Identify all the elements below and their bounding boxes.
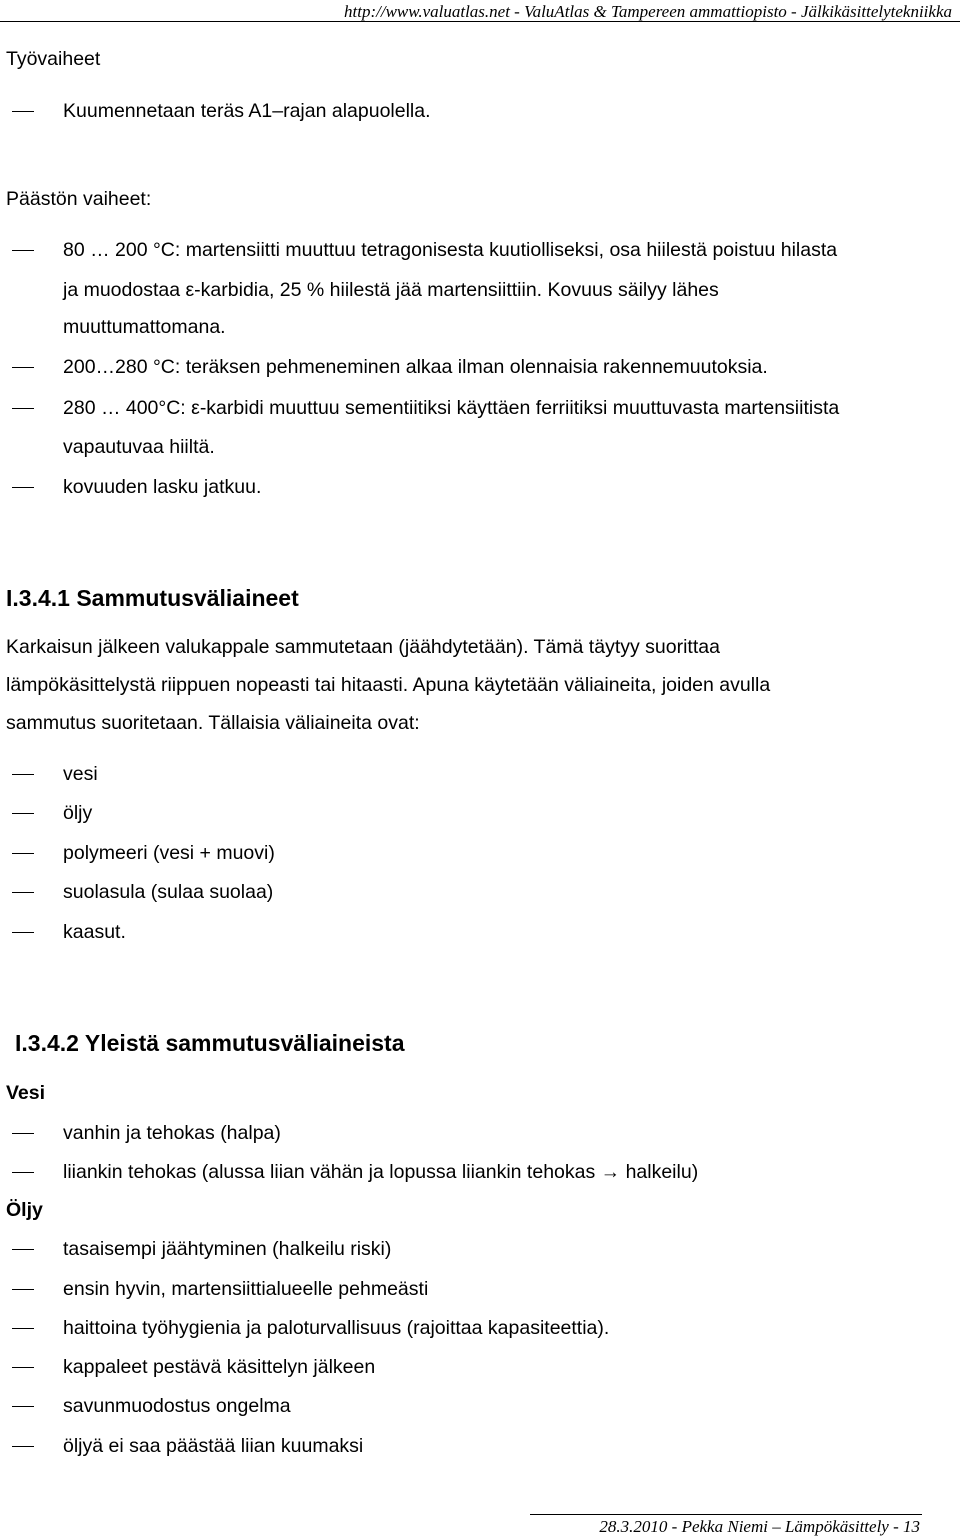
list-dash xyxy=(12,408,34,409)
list-dash xyxy=(12,1328,34,1329)
list-dash xyxy=(12,1367,34,1368)
list-dash xyxy=(12,1446,34,1447)
list-dash xyxy=(12,1172,34,1173)
list-dash xyxy=(12,250,34,251)
page-footer: 28.3.2010 - Pekka Niemi – Lämpökäsittely - 13 xyxy=(599,1517,920,1536)
section-title-tyovaiheet: Työvaiheet xyxy=(6,48,101,70)
list-item: Kuumennetaan teräs A1–rajan alapuolella. xyxy=(63,100,431,122)
list-item: tasaisempi jäähtyminen (halkeilu riski) xyxy=(63,1238,392,1260)
list-item: vanhin ja tehokas (halpa) xyxy=(63,1122,281,1144)
list-item: vesi xyxy=(63,763,98,785)
list-item: ensin hyvin, martensiittialueelle pehmeästi xyxy=(63,1278,429,1300)
subheading-oljy: Öljy xyxy=(6,1199,43,1221)
list-item: savunmuodostus ongelma xyxy=(63,1395,291,1417)
list-dash xyxy=(12,1249,34,1250)
list-dash xyxy=(12,813,34,814)
list-item-line: vapautuvaa hiiltä. xyxy=(63,436,215,458)
list-item-line: 80 … 200 °C: martensiitti muuttuu tetragonisesta kuutiolliseksi, osa hiilestä poistuu hilasta xyxy=(63,239,838,261)
list-item: suolasula (sulaa suolaa) xyxy=(63,881,274,903)
list-item: öljyä ei saa päästää liian kuumaksi xyxy=(63,1435,364,1457)
list-dash xyxy=(12,1289,34,1290)
paragraph-line: lämpökäsittelystä riippuen nopeasti tai hitaasti. Apuna käytetään väliaineita, joiden avulla xyxy=(6,674,771,696)
list-item: haittoina työhygienia ja paloturvallisuus (rajoittaa kapasiteettia). xyxy=(63,1317,610,1339)
list-item-line: 280 … 400°C: ε-karbidi muuttuu sementiitiksi käyttäen ferriitiksi muuttuvasta martensiitista xyxy=(63,397,840,419)
footer-divider xyxy=(530,1514,922,1515)
list-item: kappaleet pestävä käsittelyn jälkeen xyxy=(63,1356,376,1378)
list-dash xyxy=(12,892,34,893)
page-header xyxy=(0,0,960,22)
list-item: kaasut. xyxy=(63,921,126,943)
list-dash xyxy=(12,367,34,368)
list-dash xyxy=(12,932,34,933)
list-item: öljy xyxy=(63,802,93,824)
section-heading-sammutusvaliaineet: I.3.4.1 Sammutusväliaineet xyxy=(6,585,299,611)
list-dash xyxy=(12,1406,34,1407)
header-divider xyxy=(0,21,960,22)
paragraph-line: Karkaisun jälkeen valukappale sammutetaan (jäähdytetään). Tämä täytyy suorittaa xyxy=(6,636,720,658)
list-item-line: ja muodostaa ε-karbidia, 25 % hiilestä jää martensiittiin. Kovuus säilyy lähes xyxy=(63,279,719,301)
section-heading-yleista: I.3.4.2 Yleistä sammutusväliaineista xyxy=(15,1030,405,1056)
list-dash xyxy=(12,774,34,775)
list-dash xyxy=(12,1133,34,1134)
paragraph-line: sammutus suoritetaan. Tällaisia väliaineita ovat: xyxy=(6,712,420,734)
list-item: polymeeri (vesi + muovi) xyxy=(63,842,275,864)
list-item-line: muuttumattomana. xyxy=(63,316,226,338)
subheading-vesi: Vesi xyxy=(6,1082,46,1104)
header-url: http://www.valuatlas.net - ValuAtlas & Tampereen ammattiopisto - Jälkikäsittelytekniikka xyxy=(344,2,952,21)
list-dash xyxy=(12,111,34,112)
section-title-paaston-vaiheet: Päästön vaiheet: xyxy=(6,188,152,210)
list-item-line: kovuuden lasku jatkuu. xyxy=(63,476,262,498)
list-dash xyxy=(12,487,34,488)
list-item: liiankin tehokas (alussa liian vähän ja lopussa liiankin tehokas → halkeilu) xyxy=(63,1161,699,1183)
list-item-line: 200…280 °C: teräksen pehmeneminen alkaa ilman olennaisia rakennemuutoksia. xyxy=(63,356,768,378)
list-dash xyxy=(12,853,34,854)
